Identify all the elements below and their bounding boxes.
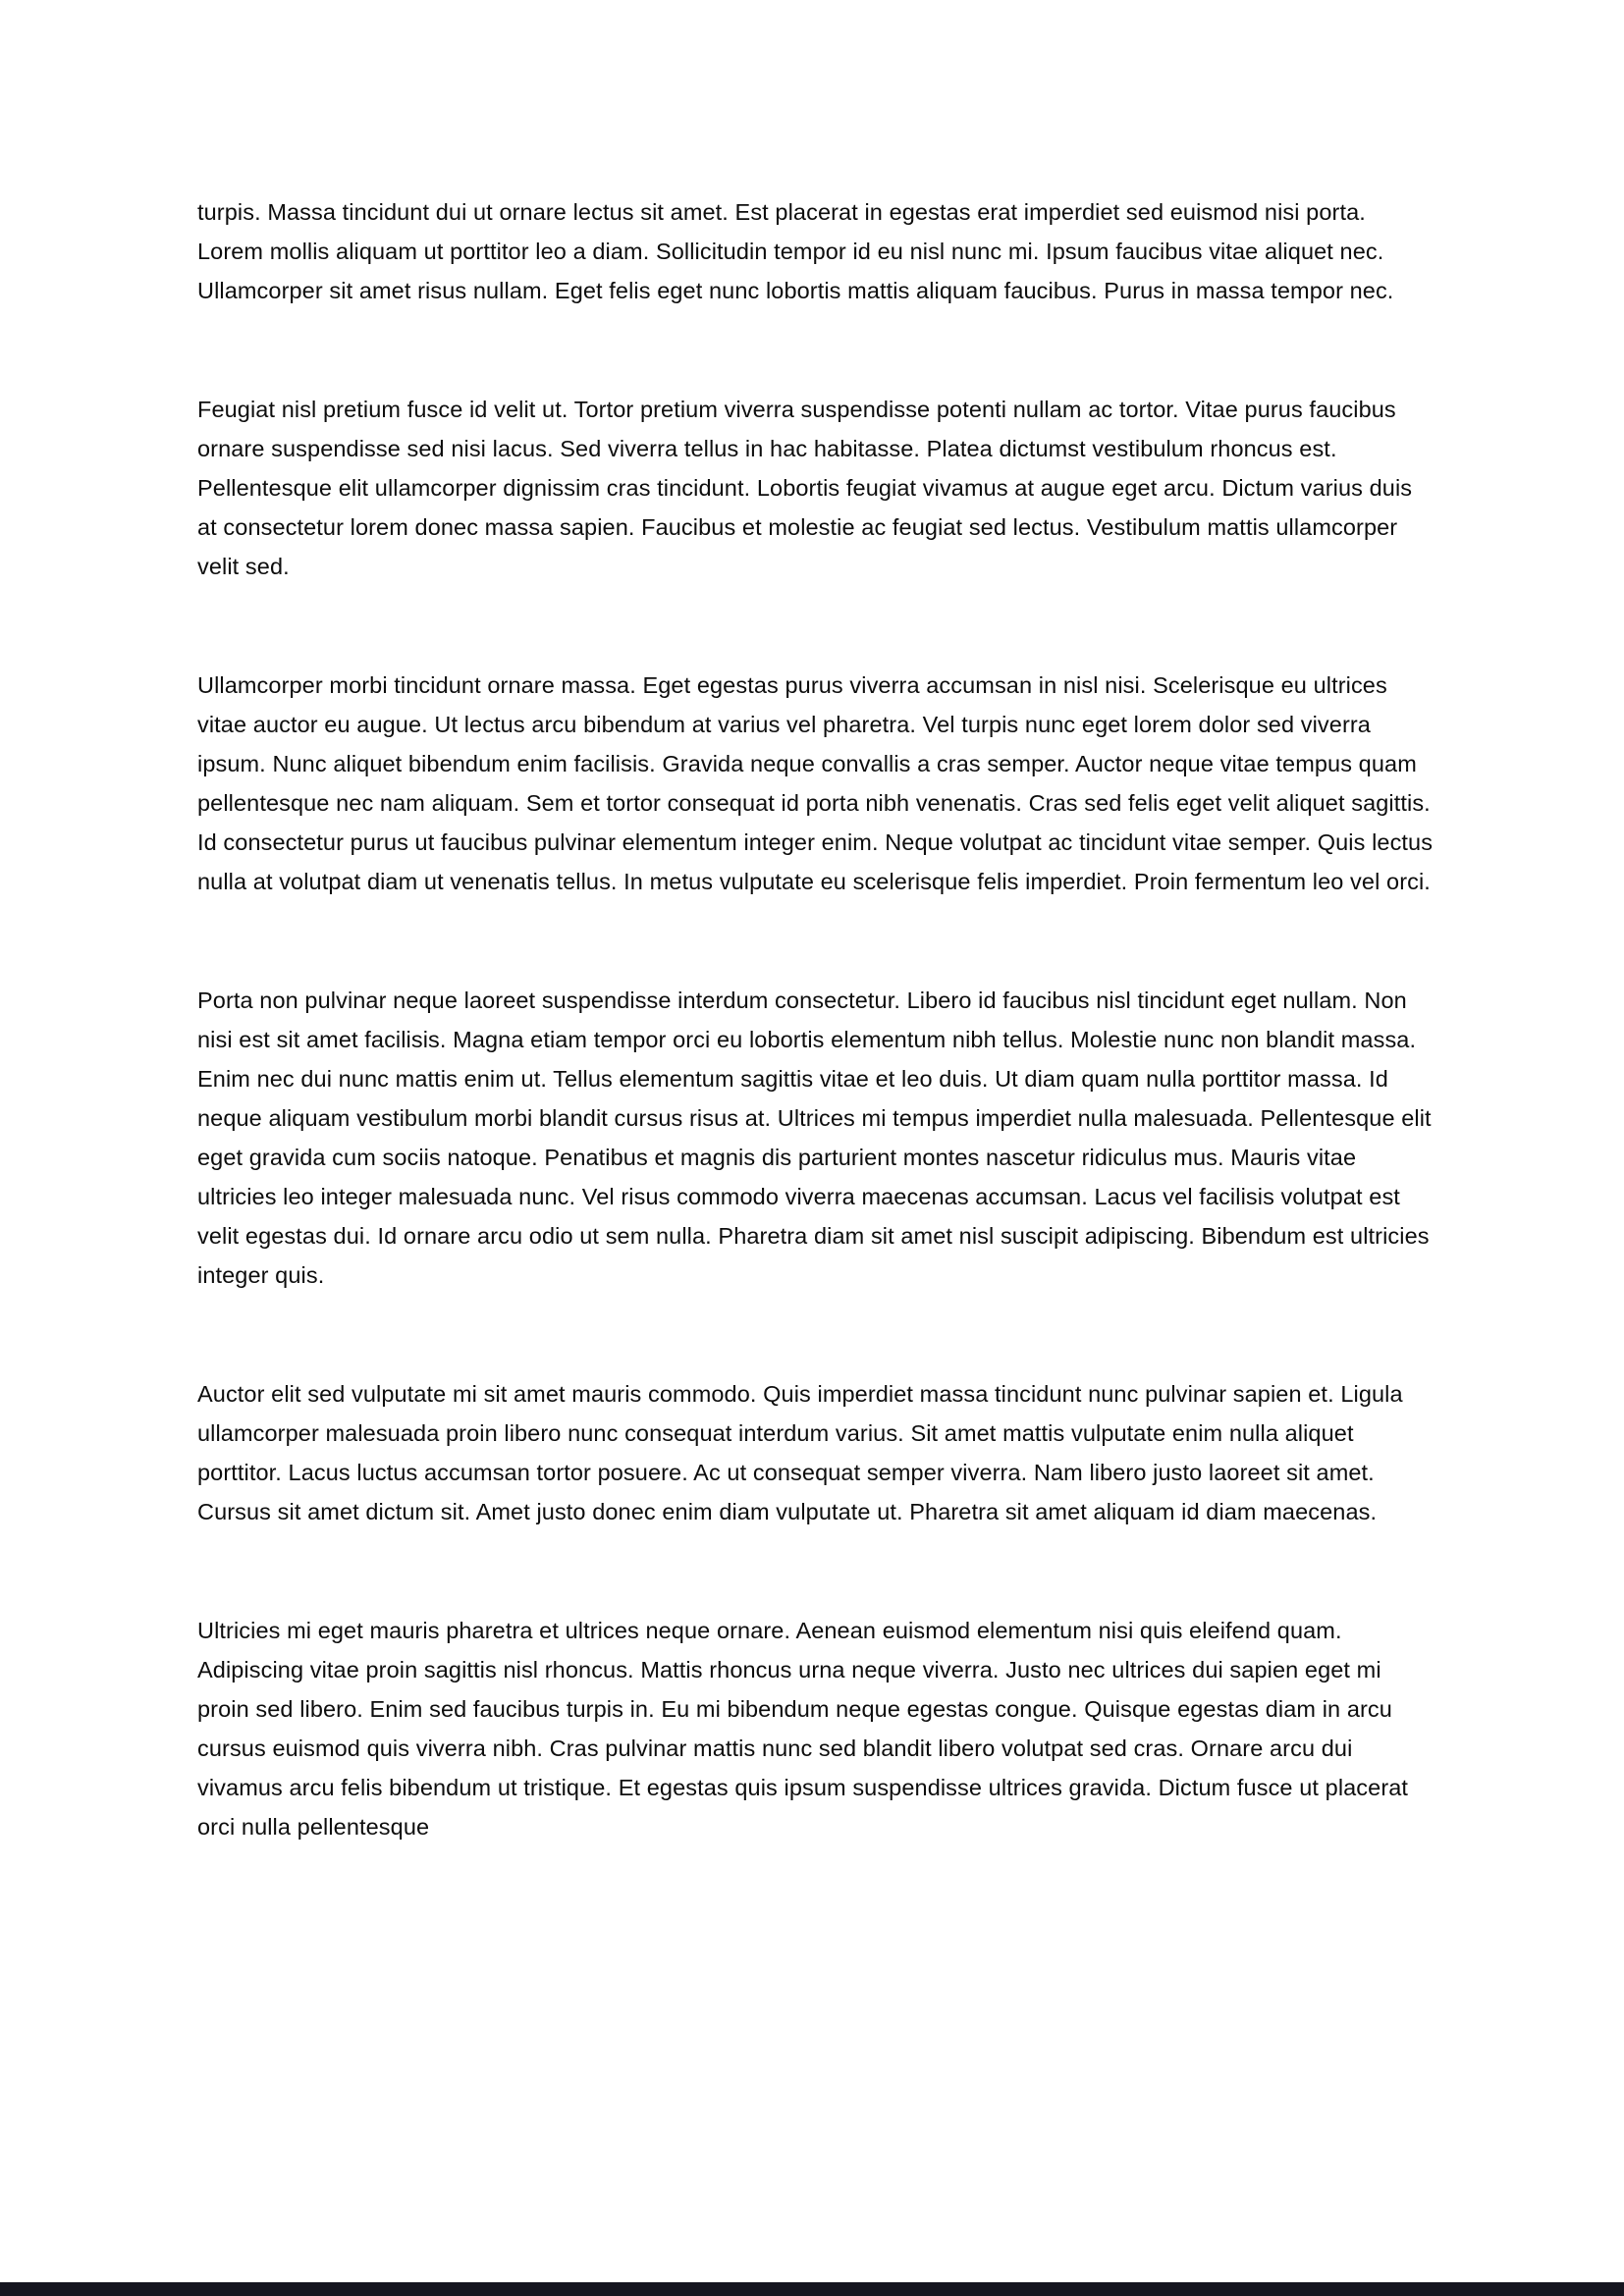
paragraph: Ullamcorper morbi tincidunt ornare massa. Eget egestas purus viverra accumsan in nisl nisi. Scelerisque eu ultrices vitae auctor eu augue. Ut lectus arcu bibendum at varius vel pharetra. Vel turpis nunc eget lorem dolor sed viverra ipsum. Nunc aliquet bibendum enim facilisis. Gravida neque convallis a cras semper. Auctor neque vitae tempus quam pellentesque nec nam aliquam. Sem et tortor consequat id porta nibh venenatis. Cras sed felis eget velit aliquet sagittis. Id consectetur purus ut faucibus pulvinar elementum integer enim. Neque volutpat ac tincidunt vitae semper. Quis lectus nulla at volutpat diam ut venenatis tellus. In metus vulputate eu scelerisque felis imperdiet. Proin fermentum leo vel orci. [197, 672, 1434, 894]
paragraph: Porta non pulvinar neque laoreet suspendisse interdum consectetur. Libero id faucibus nisl tincidunt eget nullam. Non nisi est sit amet facilisis. Magna etiam tempor orci eu lobortis elementum nibh tellus. Molestie nunc non blandit massa. Enim nec dui nunc mattis enim ut. Tellus elementum sagittis vitae et leo duis. Ut diam quam nulla porttitor massa. Id neque aliquam vestibulum morbi blandit cursus risus at. Ultrices mi tempus imperdiet nulla malesuada. Pellentesque elit eget gravida cum sociis natoque. Penatibus et magnis dis parturient montes nascetur ridiculus mus. Mauris vitae ultricies leo integer malesuada nunc. Vel risus commodo viverra maecenas accumsan. Lacus vel facilisis volutpat est velit egestas dui. Id ornare arcu odio ut sem nulla. Pharetra diam sit amet nisl suscipit adipiscing. Bibendum est ultricies integer quis. [197, 988, 1432, 1288]
paragraph: turpis. Massa tincidunt dui ut ornare lectus sit amet. Est placerat in egestas erat imperdiet sed euismod nisi porta. Lorem mollis aliquam ut porttitor leo a diam. Sollicitudin tempor id eu nisl nunc mi. Ipsum faucibus vitae aliquet nec. Ullamcorper sit amet risus nullam. Eget felis eget nunc lobortis mattis aliquam faucibus. Purus in massa tempor nec. [197, 199, 1394, 303]
paragraph: Auctor elit sed vulputate mi sit amet mauris commodo. Quis imperdiet massa tincidunt nunc pulvinar sapien et. Ligula ullamcorper malesuada proin libero nunc consequat interdum varius. Sit amet mattis vulputate enim nulla aliquet porttitor. Lacus luctus accumsan tortor posuere. Ac ut consequat semper viverra. Nam libero justo laoreet sit amet. Cursus sit amet dictum sit. Amet justo donec enim diam vulputate ut. Pharetra sit amet aliquam id diam maecenas. [197, 1381, 1403, 1524]
document-text-block[interactable] [197, 192, 1436, 1846]
paragraph: Ultricies mi eget mauris pharetra et ultrices neque ornare. Aenean euismod elementum nisi quis eleifend quam. Adipiscing vitae proin sagittis nisl rhoncus. Mattis rhoncus urna neque viverra. Justo nec ultrices dui sapien eget mi proin sed libero. Enim sed faucibus turpis in. Eu mi bibendum neque egestas congue. Quisque egestas diam in arcu cursus euismod quis viverra nibh. Cras pulvinar mattis nunc sed blandit libero volutpat sed cras. Ornare arcu dui vivamus arcu felis bibendum ut tristique. Et egestas quis ipsum suspendisse ultrices gravida. Dictum fusce ut placerat orci nulla pellentesque [197, 1618, 1409, 1840]
bottom-bar-edge [0, 2282, 1624, 2296]
paragraph: Feugiat nisl pretium fusce id velit ut. Tortor pretium viverra suspendisse potenti nullam ac tortor. Vitae purus faucibus ornare suspendisse sed nisi lacus. Sed viverra tellus in hac habitasse. Platea dictumst vestibulum rhoncus est. Pellentesque elit ullamcorper dignissim cras tincidunt. Lobortis feugiat vivamus at augue eget arcu. Dictum varius duis at consectetur lorem donec massa sapien. Faucibus et molestie ac feugiat sed lectus. Vestibulum mattis ullamcorper velit sed. [197, 397, 1413, 579]
